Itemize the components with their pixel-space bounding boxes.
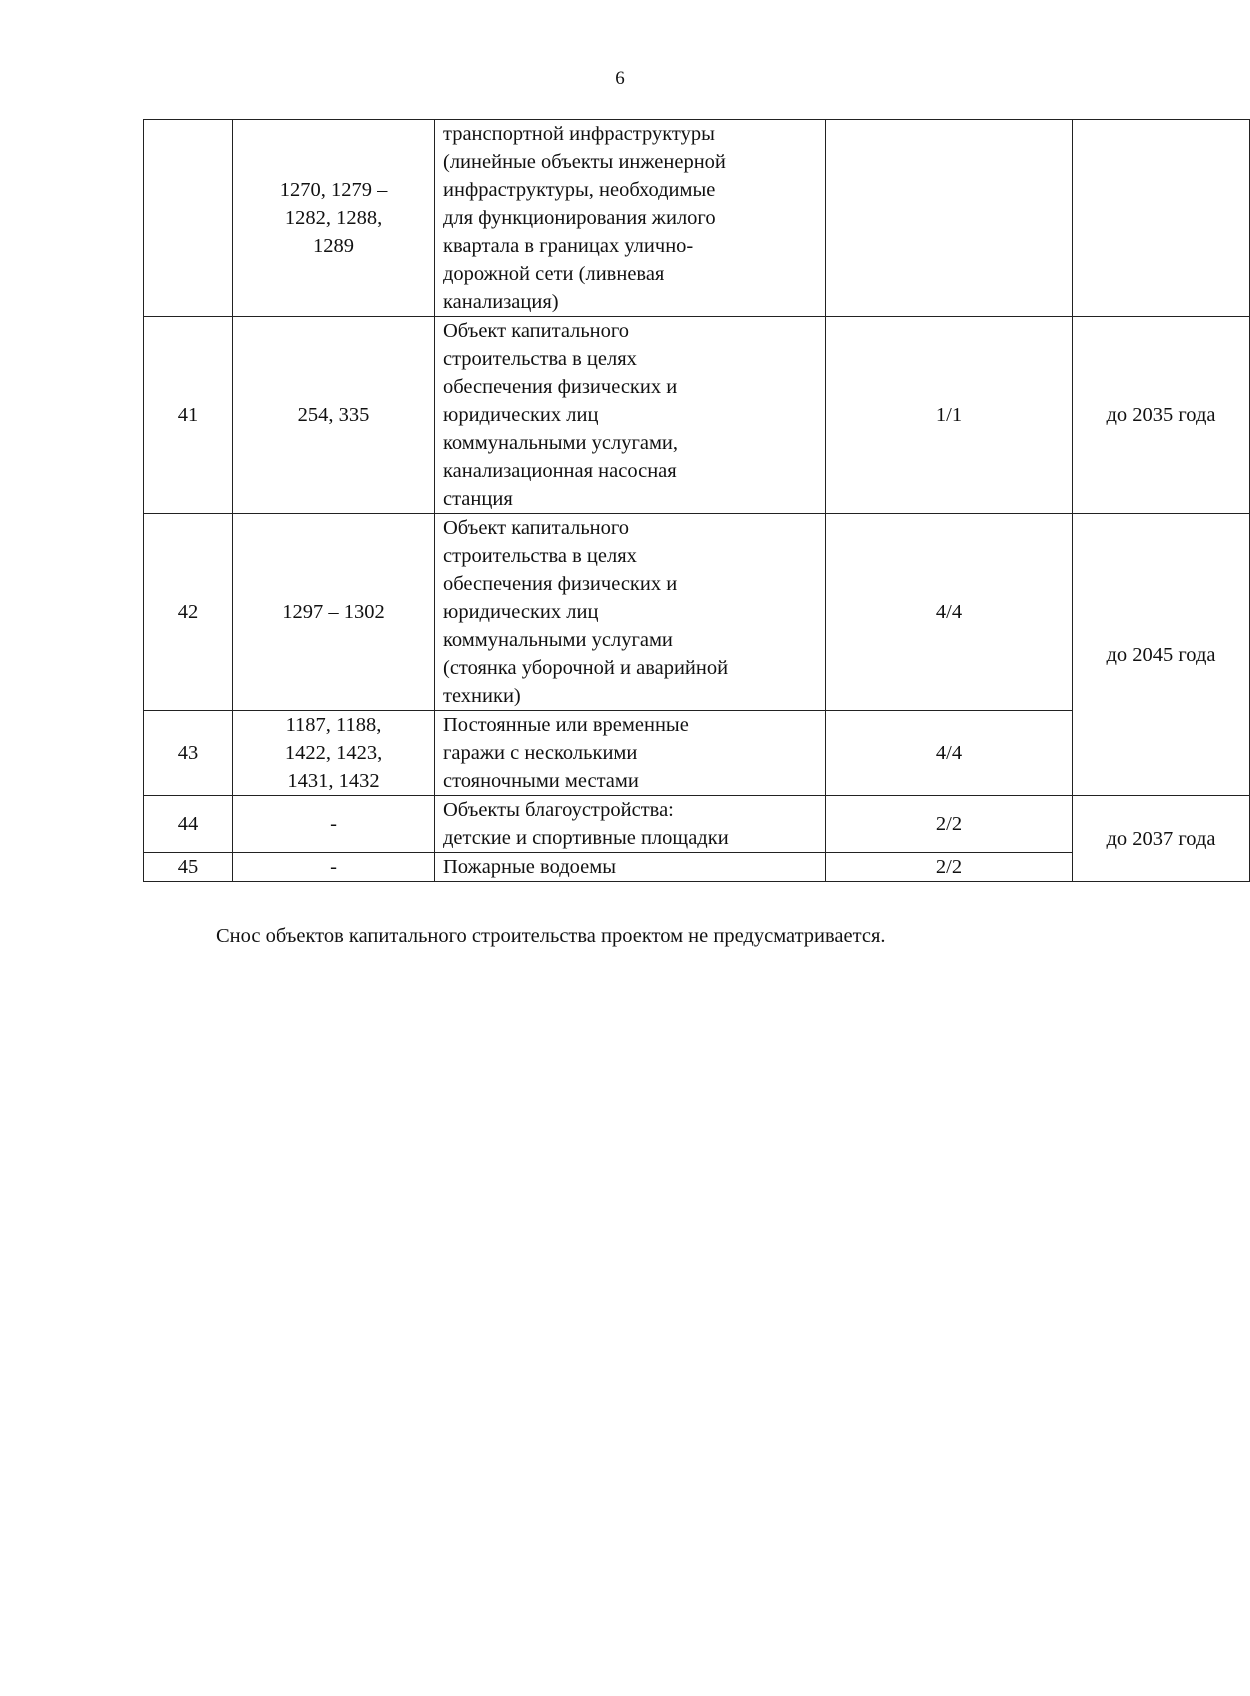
row-number-cell: [144, 120, 233, 317]
description-cell: Пожарные водоемы: [435, 853, 826, 882]
page-number: 6: [615, 68, 625, 89]
row-number-cell: 41: [144, 317, 233, 514]
description-cell: транспортной инфраструктуры (линейные объекты инженерной инфраструктуры, необходимые для функционирования жилого квартала в границах улично- дорожной сети (ливневая канализация): [435, 120, 826, 317]
count-cell: [826, 120, 1073, 317]
count-cell: 4/4: [826, 514, 1073, 711]
count-cell: 2/2: [826, 853, 1073, 882]
footnote-text: Снос объектов капитального строительства проектом не предусматривается.: [216, 925, 886, 947]
term-cell: до 2045 года: [1073, 514, 1250, 796]
row-number-cell: 42: [144, 514, 233, 711]
row-number-cell: 44: [144, 796, 233, 853]
table-row: [144, 514, 1250, 711]
term-cell: [1073, 120, 1250, 317]
row-number-cell: 43: [144, 711, 233, 796]
term-cell: до 2035 года: [1073, 317, 1250, 514]
description-cell: Объект капитального строительства в целях обеспечения физических и юридических лиц коммунальными услугами (стоянка уборочной и аварийной техники): [435, 514, 826, 711]
term-cell: до 2037 года: [1073, 796, 1250, 882]
table-row: [144, 317, 1250, 514]
table-row: [144, 120, 1250, 317]
plots-cell: 1297 – 1302: [233, 514, 435, 711]
plots-cell: 1187, 1188, 1422, 1423, 1431, 1432: [233, 711, 435, 796]
description-cell: Постоянные или временные гаражи с несколькими стояночными местами: [435, 711, 826, 796]
count-cell: 2/2: [826, 796, 1073, 853]
description-cell: Объекты благоустройства: детские и спортивные площадки: [435, 796, 826, 853]
count-cell: 4/4: [826, 711, 1073, 796]
row-number-cell: 45: [144, 853, 233, 882]
plots-cell: -: [233, 853, 435, 882]
plots-cell: -: [233, 796, 435, 853]
description-cell: Объект капитального строительства в целях обеспечения физических и юридических лиц коммунальными услугами, канализационная насосная станция: [435, 317, 826, 514]
table-row: [144, 796, 1250, 853]
plots-cell: 254, 335: [233, 317, 435, 514]
plots-cell: 1270, 1279 – 1282, 1288, 1289: [233, 120, 435, 317]
objects-table: [143, 119, 1250, 882]
count-cell: 1/1: [826, 317, 1073, 514]
